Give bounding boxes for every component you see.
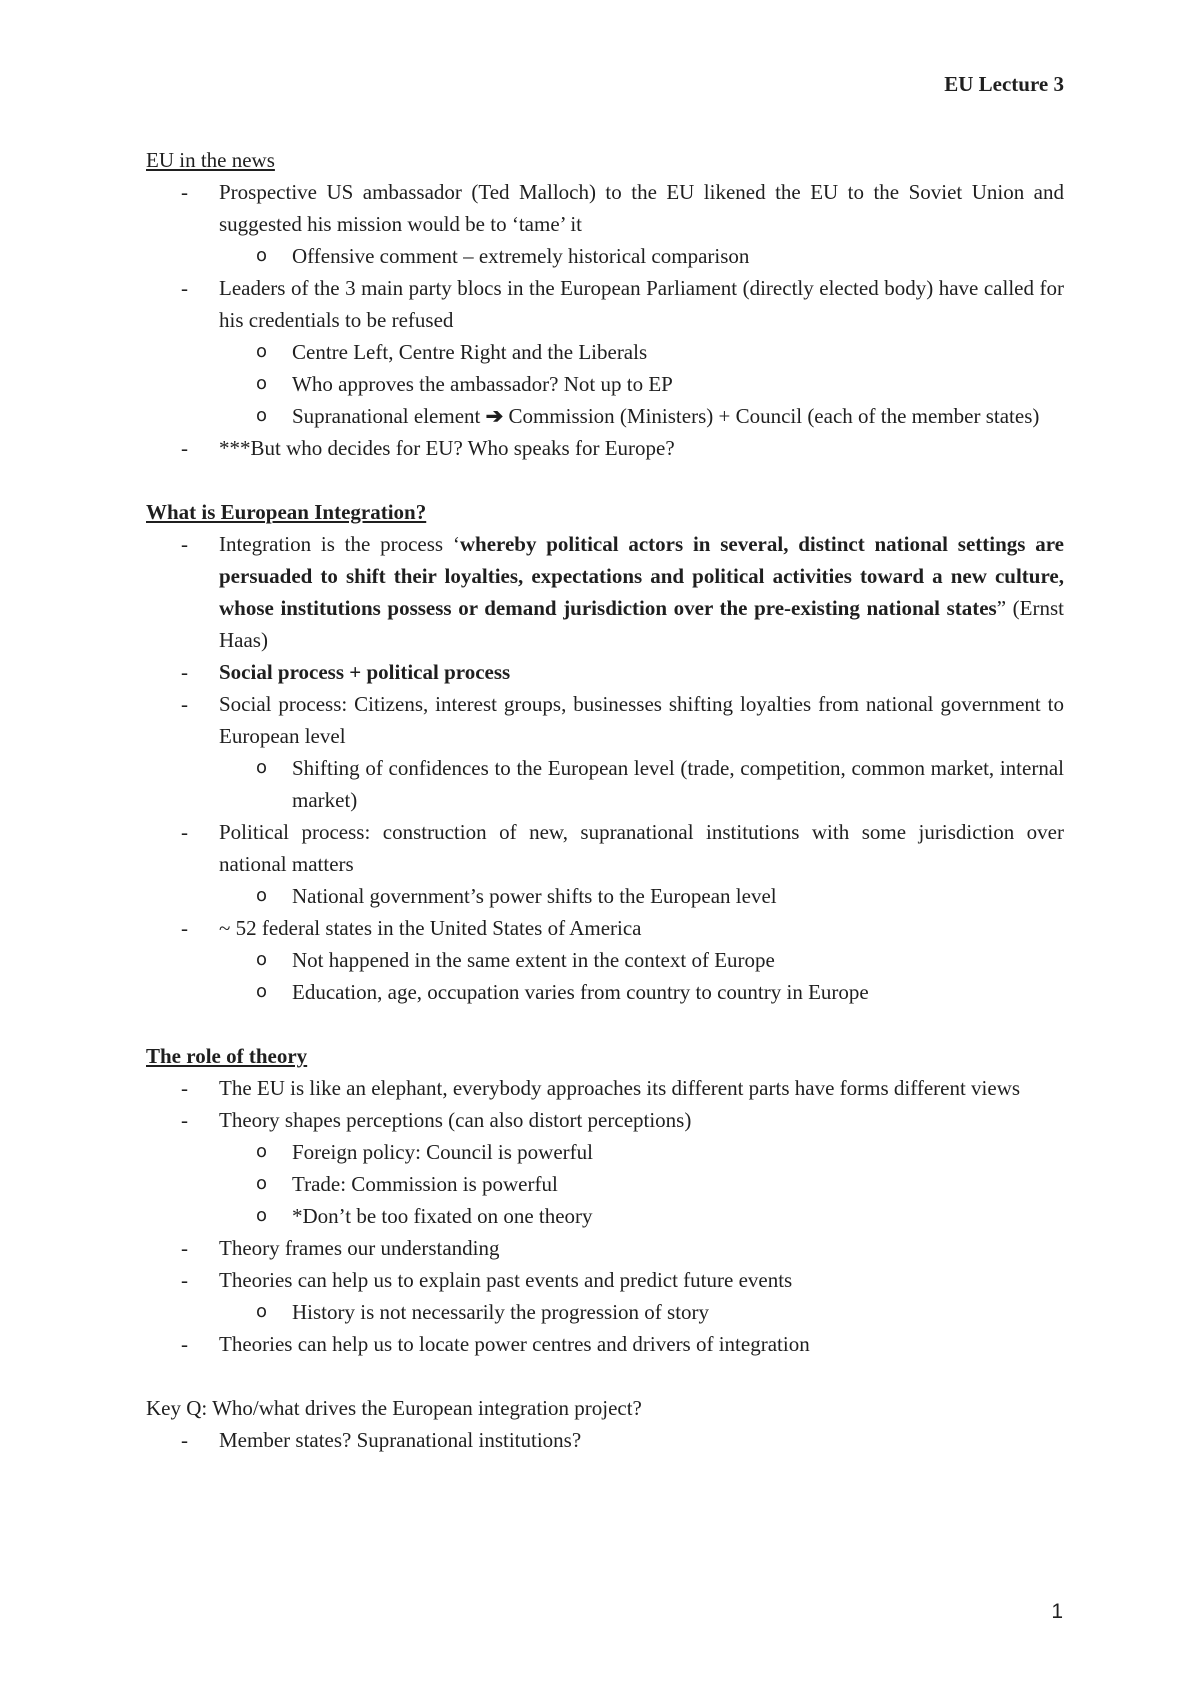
sub-list-item: o Trade: Commission is powerful xyxy=(146,1168,1064,1200)
circle-bullet: o xyxy=(256,757,268,778)
list-item: - Political process: construction of new, supranational institutions with some jurisdiction over national matters xyxy=(146,816,1064,880)
document-body xyxy=(146,144,1064,1456)
dash-bullet: - xyxy=(181,180,188,204)
section-title-role-of-theory: The role of theory xyxy=(146,1044,308,1068)
list-item: - ~ 52 federal states in the United States of America xyxy=(146,912,1064,944)
list-item: - Leaders of the 3 main party blocs in the European Parliament (directly elected body) have called for his credentials to be refused xyxy=(146,272,1064,336)
section-title-european-integration: What is European Integration? xyxy=(146,500,427,524)
section-title-eu-news: EU in the news xyxy=(146,148,275,172)
circle-bullet: o xyxy=(256,373,268,394)
dash-bullet: - xyxy=(181,1236,188,1260)
list-item: - Theories can help us to explain past events and predict future events xyxy=(146,1264,1064,1296)
circle-bullet: o xyxy=(256,1205,268,1226)
list-item: - Member states? Supranational institutions? xyxy=(146,1424,1064,1456)
dash-bullet: - xyxy=(181,1076,188,1100)
dash-bullet: - xyxy=(181,692,188,716)
arrow-right-icon: ➔ xyxy=(485,404,504,428)
sub-list-item: o *Don’t be too fixated on one theory xyxy=(146,1200,1064,1232)
dash-bullet: - xyxy=(181,660,188,684)
circle-bullet: o xyxy=(256,245,268,266)
sub-list-item: o History is not necessarily the progression of story xyxy=(146,1296,1064,1328)
sub-list-item: o Centre Left, Centre Right and the Liberals xyxy=(146,336,1064,368)
sub-list-item: o Supranational element ➔ Commission (Ministers) + Council (each of the member states) xyxy=(146,400,1064,432)
dash-bullet: - xyxy=(181,916,188,940)
list-item: - Theory frames our understanding xyxy=(146,1232,1064,1264)
circle-bullet: o xyxy=(256,1141,268,1162)
list-item: - The EU is like an elephant, everybody approaches its different parts have forms different views xyxy=(146,1072,1064,1104)
circle-bullet: o xyxy=(256,1173,268,1194)
list-item: - Social process + political process xyxy=(146,656,1064,688)
circle-bullet: o xyxy=(256,981,268,1002)
list-item: - Theory shapes perceptions (can also distort perceptions) xyxy=(146,1104,1064,1136)
dash-bullet: - xyxy=(181,1108,188,1132)
document-header-title: EU Lecture 3 xyxy=(944,72,1064,96)
circle-bullet: o xyxy=(256,1301,268,1322)
list-item: - Prospective US ambassador (Ted Malloch) to the EU likened the EU to the Soviet Union and suggested his mission would be to ‘tame’ it xyxy=(146,176,1064,240)
sub-list-item: o Foreign policy: Council is powerful xyxy=(146,1136,1064,1168)
list-item: - Social process: Citizens, interest groups, businesses shifting loyalties from national government to European level xyxy=(146,688,1064,752)
page-number: 1 xyxy=(1051,1600,1063,1623)
dash-bullet: - xyxy=(181,1268,188,1292)
haas-quote: whereby political actors in several, distinct national settings are persuaded to shift their loyalties, expectations and political activities toward a new culture, whose institutions possess or demand jurisdiction over the pre-existing national states xyxy=(219,532,1064,620)
sub-list-item: o Education, age, occupation varies from country to country in Europe xyxy=(146,976,1064,1008)
sub-list-item: o Shifting of confidences to the European level (trade, competition, common market, internal market) xyxy=(146,752,1064,816)
key-question: Key Q: Who/what drives the European integration project? xyxy=(146,1396,642,1420)
sub-list-item: o National government’s power shifts to the European level xyxy=(146,880,1064,912)
circle-bullet: o xyxy=(256,405,268,426)
dash-bullet: - xyxy=(181,436,188,460)
sub-list-item: o Not happened in the same extent in the context of Europe xyxy=(146,944,1064,976)
circle-bullet: o xyxy=(256,341,268,362)
list-item: - ***But who decides for EU? Who speaks for Europe? xyxy=(146,432,1064,464)
sub-list-item: o Offensive comment – extremely historical comparison xyxy=(146,240,1064,272)
dash-bullet: - xyxy=(181,276,188,300)
dash-bullet: - xyxy=(181,532,188,556)
circle-bullet: o xyxy=(256,885,268,906)
dash-bullet: - xyxy=(181,1428,188,1452)
list-item: - Integration is the process ‘whereby political actors in several, distinct national settings are persuaded to shift their loyalties, expectations and political activities toward a new culture, whose institutions possess or demand jurisdiction over the pre-existing national states” (Ernst Haas) xyxy=(146,528,1064,656)
dash-bullet: - xyxy=(181,820,188,844)
sub-list-item: o Who approves the ambassador? Not up to EP xyxy=(146,368,1064,400)
circle-bullet: o xyxy=(256,949,268,970)
dash-bullet: - xyxy=(181,1332,188,1356)
list-item: - Theories can help us to locate power centres and drivers of integration xyxy=(146,1328,1064,1360)
